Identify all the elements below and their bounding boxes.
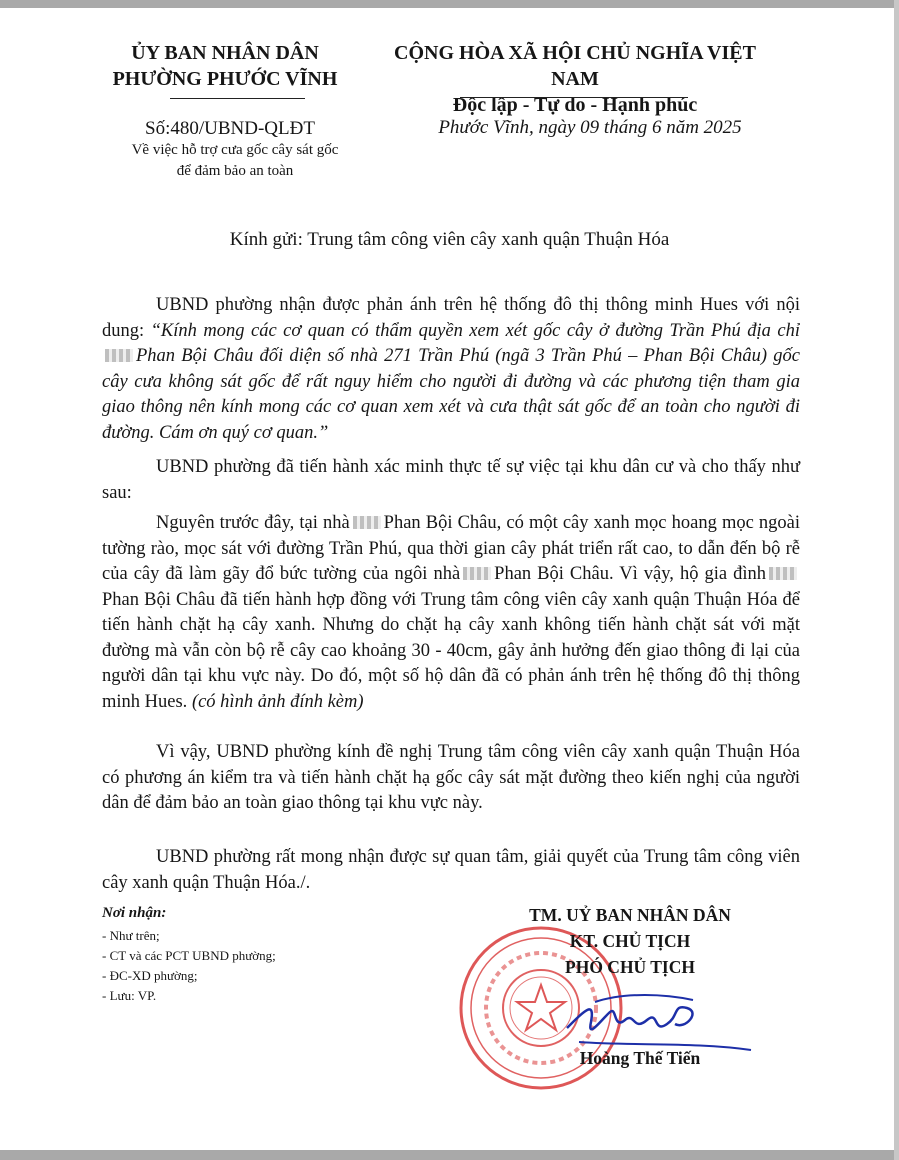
- recipient-line: Kính gửi: Trung tâm công viên cây xanh quận Thuận Hóa: [229, 229, 670, 250]
- p1-lead: UBND phường nhận được phản ánh trên hệ thống đô thị thông minh Hues với nội dung:: [102, 295, 800, 341]
- receiver-item: - ĐC-XD phường;: [102, 968, 198, 983]
- p3-text-b: Phan Bội Châu, có một cây xanh mọc hoang mọc ngoài tường rào, mọc sát với đường Trần Phú, qua thời gian cây phát triển rất cao, to dẫn đến bộ rễ của cây đã làm gãy đổ bức tường của ngôi nhà: [102, 513, 800, 584]
- paragraph-1: [102, 293, 800, 446]
- org-underline: [170, 98, 305, 99]
- redacted-house-number: [463, 567, 491, 580]
- p3-text-c: Phan Bội Châu. Vì vậy, hộ gia đình: [494, 564, 766, 584]
- receivers-list: [102, 926, 276, 1006]
- national-header: [380, 40, 770, 118]
- p4-text: Vì vậy, UBND phường kính đề nghị Trung tâm công viên cây xanh quận Thuận Hóa có phương án kiểm tra và tiến hành chặt hạ gốc cây sát mặt đường theo kiến nghị của người dân để đảm bảo an toàn giao thông tại khu vực này.: [102, 742, 800, 813]
- scan-bottom-edge: [0, 1150, 899, 1160]
- signature-title-2: KT. CHỦ TỊCH: [569, 931, 691, 951]
- redacted-address: [105, 349, 133, 362]
- nation-motto: Độc lập - Tự do - Hạnh phúc: [452, 94, 698, 116]
- receivers-title: Nơi nhận:: [102, 905, 167, 921]
- receiver-item: - Lưu: VP.: [102, 988, 157, 1003]
- signer-name: Hoàng Thế Tiến: [579, 1048, 701, 1068]
- p5-text: UBND phường rất mong nhận được sự quan tâm, giải quyết của Trung tâm công viên cây xanh quận Thuận Hóa./.: [102, 847, 800, 893]
- issuing-organization: [90, 40, 360, 92]
- subject-line-1: Về việc hỗ trợ cưa gốc cây sát gốc: [131, 142, 339, 158]
- motto-underline: [460, 97, 688, 98]
- p2-text: UBND phường đã tiến hành xác minh thực tế sự việc tại khu dân cư và cho thấy như sau:: [102, 457, 800, 503]
- redacted-house-number: [769, 567, 797, 580]
- receiver-item: - Như trên;: [102, 928, 160, 943]
- p3-text-a: Nguyên trước đây, tại nhà: [156, 513, 350, 533]
- org-line-2: PHƯỜNG PHƯỚC VĨNH: [112, 68, 338, 90]
- scan-top-edge: [0, 0, 899, 8]
- p1-quote-b: Phan Bội Châu đối diện số nhà 271 Trần Phú (ngã 3 Trần Phú – Phan Bội Châu) gốc cây cưa không sát gốc để rất nguy hiểm cho người đi đường và các phương tiện tham gia giao thông nên kính mong các cơ quan xem xét và cưa thật sát gốc để an toàn cho người đi đường. Cám ơn quý cơ quan.”: [102, 346, 800, 443]
- paragraph-5: [102, 845, 800, 896]
- redacted-house-number: [353, 516, 381, 529]
- org-line-1: ỦY BAN NHÂN DÂN: [131, 42, 319, 64]
- nation-line-1: CỘNG HÒA XÃ HỘI CHỦ NGHĨA VIỆT NAM: [394, 42, 756, 90]
- subject-line-2: để đảm bảo an toàn: [176, 163, 294, 179]
- signature-title-1: TM. UỶ BAN NHÂN DÂN: [529, 905, 731, 925]
- attachment-note: (có hình ảnh đính kèm): [191, 691, 364, 712]
- p1-quote-a: “Kính mong các cơ quan có thẩm quyền xem xét gốc cây ở đường Trần Phú địa chỉ: [150, 320, 801, 341]
- place-and-date: Phước Vĩnh, ngày 09 tháng 6 năm 2025: [438, 117, 742, 138]
- scan-right-edge: [894, 0, 899, 1160]
- receiver-item: - CT và các PCT UBND phường;: [102, 948, 276, 963]
- signature-title-3: PHÓ CHỦ TỊCH: [565, 957, 695, 977]
- paragraph-2: [102, 455, 800, 506]
- paragraph-4: [102, 740, 800, 817]
- paragraph-3: [102, 511, 800, 715]
- p3-text-d: Phan Bội Châu đã tiến hành hợp đồng với Trung tâm công viên cây xanh quận Thuận Hóa để tiến hành chặt hạ cây xanh. Nhưng do chặt hạ cây xanh không tiến hành chặt sát với mặt đường mà vẫn còn bộ rễ cây cao khoảng 30 - 40cm, gây ảnh hưởng đến giao thông đi lại của người dân tại khu vực này. Do đó, một số hộ dân đã có phản ánh trên hệ thống đô thị thông minh Hues.: [102, 589, 800, 712]
- document-subject: [90, 140, 380, 182]
- document-number: Số:480/UBND-QLĐT: [145, 118, 315, 139]
